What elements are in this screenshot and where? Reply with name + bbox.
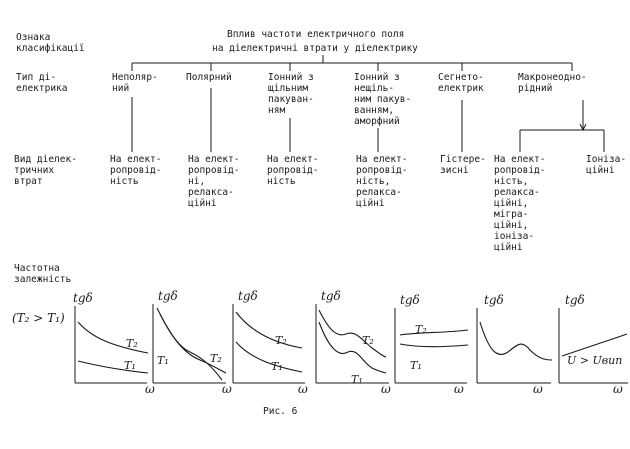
svg-text:На елект-: На елект- <box>494 154 546 165</box>
svg-text:Неполяр-: Неполяр- <box>112 72 158 83</box>
graph-2-curve-t2 <box>160 314 222 380</box>
svg-text:ним пакув-: ним пакув- <box>354 94 412 105</box>
svg-text:Гістере-: Гістере- <box>440 154 486 165</box>
svg-text:релакса-: релакса- <box>356 187 402 198</box>
row-label-frequency-dependence <box>14 263 71 285</box>
graph-3-x-label: ω <box>298 382 308 396</box>
loss-type-6 <box>494 154 545 253</box>
graph-6 <box>477 293 552 396</box>
graph-3-label-t2: T₂ <box>275 334 287 347</box>
svg-text:нещіль-: нещіль- <box>354 83 395 94</box>
dielectric-type-ionic-dense <box>268 72 314 116</box>
loss-type-1 <box>110 154 161 187</box>
loss-type-4 <box>356 154 407 209</box>
graph-2-y-label: tgδ <box>158 289 178 303</box>
svg-text:класифікації: класифікації <box>16 43 85 54</box>
svg-text:ропровід-: ропровід- <box>494 165 546 176</box>
svg-text:релакса-: релакса- <box>188 187 234 198</box>
svg-text:На елект-: На елект- <box>267 154 319 165</box>
svg-text:ність: ність <box>110 176 139 187</box>
svg-text:аморфний: аморфний <box>354 116 400 127</box>
graph-2-label-t1: T₁ <box>157 354 169 367</box>
graph-5 <box>395 293 468 396</box>
graph-5-curve-t1 <box>400 344 468 347</box>
svg-text:На елект-: На елект- <box>188 154 240 165</box>
graph-4-curve-t2 <box>319 310 386 357</box>
svg-text:електрика: електрика <box>16 83 68 94</box>
graph-1-y-label: tgδ <box>73 291 93 305</box>
graph-1-x-label: ω <box>145 382 155 396</box>
svg-text:ційні: ційні <box>494 242 523 253</box>
figure-caption: Рис. 6 <box>263 406 298 417</box>
graph-3-y-label: tgδ <box>238 289 258 303</box>
row-label-dielectric-type <box>16 72 67 94</box>
svg-text:пакуван-: пакуван- <box>268 94 314 105</box>
svg-text:Іонний з: Іонний з <box>268 72 314 83</box>
graph-6-y-label: tgδ <box>484 293 504 307</box>
dielectric-type-ferroelectric <box>438 72 484 94</box>
svg-text:Іонний з: Іонний з <box>354 72 400 83</box>
svg-text:Вид діелек-: Вид діелек- <box>14 154 77 165</box>
graph-1-label-t2: T₂ <box>126 337 138 350</box>
graph-5-label-t2: T₂ <box>415 323 427 336</box>
svg-text:ційні: ційні <box>586 165 615 176</box>
svg-text:ний: ний <box>112 83 130 94</box>
svg-text:тричних: тричних <box>14 165 55 176</box>
svg-text:залежність: залежність <box>14 274 72 285</box>
dielectric-type-polar <box>186 72 232 83</box>
svg-text:Частотна: Частотна <box>14 263 60 274</box>
svg-text:ційні,: ційні, <box>494 220 529 231</box>
graph-3-label-t1: T₁ <box>271 360 283 373</box>
svg-text:на діелектричні втрати у діеле: на діелектричні втрати у діелектрику <box>212 43 418 54</box>
graph-2-label-t2: T₂ <box>210 352 222 365</box>
svg-text:щільним: щільним <box>268 83 309 94</box>
graph-4-x-label: ω <box>381 382 391 396</box>
svg-text:На елект-: На елект- <box>356 154 408 165</box>
loss-type-7 <box>586 154 626 176</box>
graph-4-label-t1: T₁ <box>351 373 363 386</box>
graph-4-y-label: tgδ <box>321 289 341 303</box>
svg-text:Тип ді-: Тип ді- <box>16 72 57 83</box>
graph-6-x-label: ω <box>533 382 543 396</box>
loss-type-5 <box>440 154 486 176</box>
svg-text:Ознака: Ознака <box>16 32 51 43</box>
graph-6-curve <box>480 322 552 360</box>
row-label-classification <box>16 32 85 54</box>
graph-7-label-voltage: U > Uвип <box>567 354 623 367</box>
svg-text:рідний: рідний <box>518 83 553 94</box>
loss-type-2 <box>188 154 239 209</box>
svg-text:ням: ням <box>268 105 286 116</box>
dielectric-type-macro-inhomogeneous <box>518 72 587 94</box>
dielectric-type-nonpolar <box>112 72 158 94</box>
row-label-loss-type <box>14 154 77 187</box>
graph-7-curve <box>562 334 627 356</box>
graph-5-label-t1: T₁ <box>410 359 422 372</box>
svg-text:ційні: ційні <box>188 198 217 209</box>
graph-1-curve-t1 <box>78 361 148 373</box>
graph-5-y-label: tgδ <box>400 293 420 307</box>
svg-text:Вплив частоти електричного пол: Вплив частоти електричного поля <box>227 29 405 40</box>
svg-text:На елект-: На елект- <box>110 154 162 165</box>
svg-text:ність,: ність, <box>494 176 529 187</box>
graph-4 <box>316 289 391 396</box>
svg-text:іоніза-: іоніза- <box>494 231 535 242</box>
graph-5-curve-t2 <box>400 330 468 335</box>
graph-2 <box>153 289 232 396</box>
svg-text:ність: ність <box>267 176 296 187</box>
temperature-condition: (T₂ > T₁) <box>12 311 65 325</box>
graph-5-x-label: ω <box>454 382 464 396</box>
svg-text:ні,: ні, <box>188 176 206 187</box>
graph-4-curve-t1 <box>319 322 386 373</box>
loss-type-3 <box>267 154 318 187</box>
svg-text:релакса-: релакса- <box>494 187 540 198</box>
graph-7 <box>559 293 628 396</box>
svg-text:ційні: ційні <box>356 198 385 209</box>
dielectric-type-ionic-loose <box>354 72 411 127</box>
svg-text:ропровід-: ропровід- <box>267 165 319 176</box>
svg-text:ропровід-: ропровід- <box>188 165 240 176</box>
svg-text:Іоніза-: Іоніза- <box>586 154 627 165</box>
header-title <box>212 29 418 54</box>
graph-2-x-label: ω <box>222 382 232 396</box>
svg-text:ропровід-: ропровід- <box>356 165 408 176</box>
svg-text:ропровід-: ропровід- <box>110 165 162 176</box>
svg-text:ність,: ність, <box>356 176 391 187</box>
svg-text:Полярний: Полярний <box>186 72 232 83</box>
svg-text:ційні,: ційні, <box>494 198 529 209</box>
graph-3 <box>233 289 308 396</box>
svg-text:ванням,: ванням, <box>354 105 395 116</box>
svg-text:втрат: втрат <box>14 176 43 187</box>
svg-text:зисні: зисні <box>440 165 469 176</box>
svg-text:Макронеодно-: Макронеодно- <box>518 72 587 83</box>
graph-1-label-t1: T₁ <box>124 359 136 372</box>
svg-text:Сегнето-: Сегнето- <box>438 72 484 83</box>
graph-1 <box>73 291 155 396</box>
graph-3-curve-t2 <box>236 312 302 348</box>
graph-7-y-label: tgδ <box>565 293 585 307</box>
graph-7-x-label: ω <box>613 382 623 396</box>
graph-4-label-t2: T₂ <box>362 334 374 347</box>
svg-text:мігра-: мігра- <box>494 209 529 220</box>
svg-text:електрик: електрик <box>438 83 484 94</box>
